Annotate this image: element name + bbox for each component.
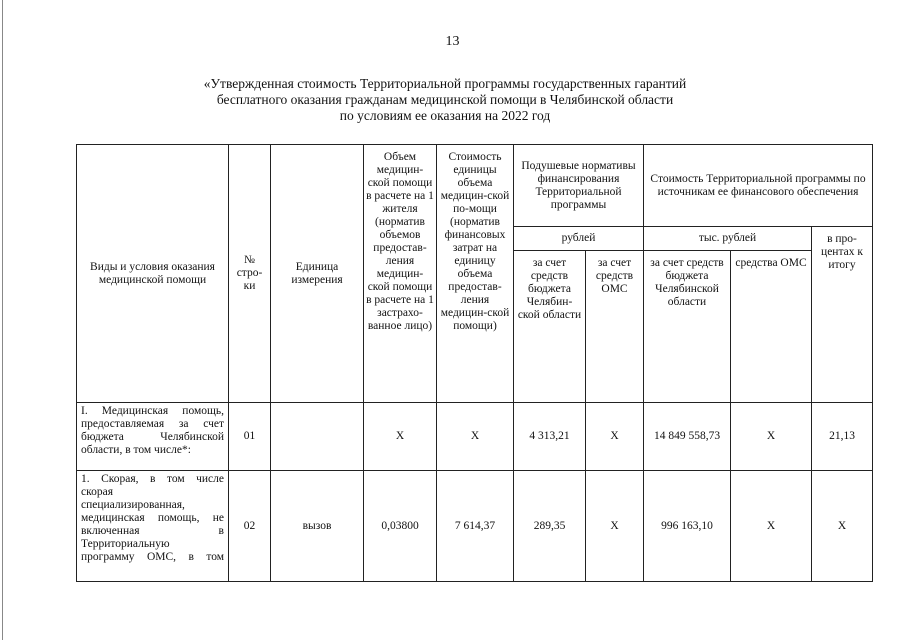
program-cost-table [76, 144, 873, 582]
table-row [77, 471, 873, 582]
title-line-2: бесплатного оказания гражданам медицинской помощи в Челябинской области [216, 92, 674, 107]
header-unit: Единица измерения [271, 145, 364, 403]
row-unit: вызов [271, 471, 364, 582]
header-volume: Объем медицин-ской помощи в расчете на 1 жителя (норматив объемов предостав-ления медицин-ской помощи в расчете на 1 застрахо-ванное лицо) [364, 145, 437, 403]
row-k-oms: Х [731, 403, 812, 471]
document-title [150, 76, 740, 124]
row-pc-budget: 4 313,21 [514, 403, 586, 471]
row-k-oms: Х [731, 471, 812, 582]
header-row-number: № стро-ки [229, 145, 271, 403]
table-row [77, 403, 873, 471]
row-number: 01 [229, 403, 271, 471]
row-cost: 7 614,37 [437, 471, 514, 582]
header-k-budget: за счет средств бюджета Челябинской области [644, 251, 731, 403]
row-k-budget: 996 163,10 [644, 471, 731, 582]
row-volume: 0,03800 [364, 471, 437, 582]
row-volume: Х [364, 403, 437, 471]
header-rubles: рублей [514, 227, 644, 251]
header-per-capita: Подушевые нормативы финансирования Территориальной программы [514, 145, 644, 227]
header-thousand-rubles: тыс. рублей [644, 227, 812, 251]
header-pc-oms: за счет средств ОМС [586, 251, 644, 403]
row-pc-budget: 289,35 [514, 471, 586, 582]
page-edge [2, 0, 3, 640]
row-cost: Х [437, 403, 514, 471]
header-pc-budget: за счет средств бюджета Челябин-ской области [514, 251, 586, 403]
row-number: 02 [229, 471, 271, 582]
row-name: I. Медицинская помощь, предоставляемая за счет бюджета Челябинской области, в том числе*: [77, 403, 229, 471]
row-k-budget: 14 849 558,73 [644, 403, 731, 471]
header-kinds: Виды и условия оказания медицинской помощи [77, 145, 229, 403]
row-unit [271, 403, 364, 471]
header-cost-per-unit: Стоимость единицы объема медицин-ской по-мощи (норматив финансовых затрат на единицу объема предостав-ления медицин-ской помощи) [437, 145, 514, 403]
page-number: 13 [445, 34, 460, 49]
row-percent: Х [812, 471, 873, 582]
row-pc-oms: Х [586, 403, 644, 471]
row-percent: 21,13 [812, 403, 873, 471]
row-pc-oms: Х [586, 471, 644, 582]
row-name: 1. Скорая, в том числе скорая специализированная, медицинская помощь, не включенная в Территориальную программу ОМС, в том [77, 471, 229, 582]
header-program-cost: Стоимость Территориальной программы по источникам ее финансового обеспечения [644, 145, 873, 227]
header-percent-total: в про-центах к итогу [812, 227, 873, 403]
title-line-3: по условиям ее оказания на 2022 год [339, 108, 551, 123]
title-line-1: «Утвержденная стоимость Территориальной программы государственных гарантий [203, 76, 687, 91]
header-k-oms: средства ОМС [731, 251, 812, 403]
